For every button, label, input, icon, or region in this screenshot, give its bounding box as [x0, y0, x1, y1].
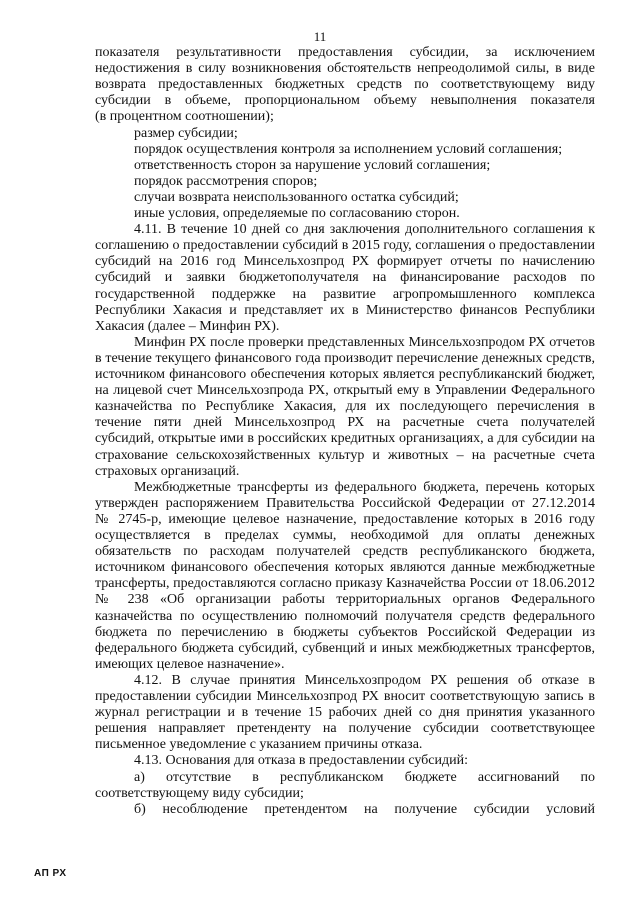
text-line: б) несоблюдение претендентом на получение субсидии условий: [134, 801, 595, 817]
text-line: (в процентном соотношении);: [95, 109, 274, 125]
text-line: 4.13. Основания для отказа в предоставлении субсидий:: [134, 753, 469, 769]
text-line: соответствующему виду субсидии;: [95, 785, 304, 801]
text-line: на лицевой счет Минсельхозпрода РХ, открытый ему в Управлении Федерального: [95, 383, 595, 399]
text-line: казначейства по Республике Хакасия, для их последующего перечисления в: [95, 399, 595, 415]
text-line: недостижения в силу возникновения обстоятельств непреодолимой силы, в виде: [95, 61, 595, 77]
text-line: утвержден распоряжением Правительства Российской Федерации от 27.12.2014: [95, 495, 595, 511]
text-line: течение пяти дней Минсельхозпрод РХ на расчетные счета получателей: [95, 415, 595, 431]
text-line: субсидий, открытые ими в российских кредитных организациях, а для субсидии на: [95, 431, 595, 447]
text-line: 4.12. В случае принятия Минсельхозпродом РХ решения об отказе в: [134, 672, 595, 688]
text-line: страхование сельскохозяйственных культур и животных – на расчетные счета: [95, 447, 595, 463]
text-line: Республики Хакасия и представляет их в Министерство финансов Республики: [95, 302, 595, 318]
text-line: Хакасия (далее – Минфин РХ).: [95, 318, 280, 334]
text-line: субсидий на 2016 год Минсельхозпрод РХ формирует отчеты по начислению: [95, 254, 595, 270]
text-line: в течение текущего финансового года производит перечисление денежных средств,: [95, 350, 595, 366]
text-line: имеющих целевое назначение».: [95, 656, 285, 672]
text-line: иные условия, определяемые по согласованию сторон.: [134, 206, 460, 221]
text-line: субсидий и заявки бюджетополучателя на финансирование расходов по: [95, 270, 595, 286]
text-line: трансферты, предоставляются согласно приказу Казначейства России от 18.06.2012: [95, 576, 595, 592]
text-line: порядок осуществления контроля за исполнением условий соглашения;: [134, 141, 563, 157]
text-line: государственной поддержке на развитие агропромышленного комплекса: [95, 286, 595, 302]
text-line: казначейства по осуществлению полномочий получателя средств федерального: [95, 608, 595, 624]
text-line: Минфин РХ после проверки представленных Минсельхозпродом РХ отчетов: [134, 334, 595, 350]
text-line: № 238 «Об организации работы территориальных органов Федерального: [95, 592, 595, 608]
text-line: письменное уведомление с указанием причины отказа.: [95, 737, 423, 753]
footer-mark: АП РХ: [34, 868, 67, 879]
text-line: а) отсутствие в республиканском бюджете ассигнований по: [134, 769, 595, 785]
text-line: источником финансового обеспечения которых являются данные межбюджетные: [95, 560, 595, 576]
text-line: размер субсидии;: [134, 125, 238, 141]
text-line: соглашению о предоставлении субсидий в 2015 году, соглашения о предоставлении: [95, 238, 595, 254]
text-line: субсидии в объеме, пропорциональном объему невыполнения показателя: [95, 93, 595, 109]
text-line: случаи возврата неиспользованного остатка субсидий;: [134, 189, 459, 205]
text-line: 4.11. В течение 10 дней со дня заключения дополнительного соглашения к: [134, 222, 595, 238]
text-line: № 2745-р, имеющие целевое назначение, предоставление которых в 2016 году: [95, 511, 595, 527]
text-line: ответственность сторон за нарушение условий соглашения;: [134, 157, 491, 173]
text-line: решения направляет претенденту на получение субсидии соответствующее: [95, 721, 595, 737]
text-line: журнал регистрации и в течение 15 рабочих дней со дня принятия указанного: [95, 705, 595, 721]
text-line: федерального бюджета субсидий, субвенций и иных межбюджетных трансфертов,: [95, 640, 595, 656]
text-line: бюджета по перечислению в бюджеты субъектов Российской Федерации из: [95, 624, 595, 640]
text-line: страховых организаций.: [95, 463, 240, 479]
page-number: 11: [313, 29, 327, 44]
text-line: возврата предоставленных бюджетных средств по соответствующему виду: [95, 77, 595, 93]
text-line: порядок рассмотрения споров;: [134, 173, 318, 189]
text-line: показателя результативности предоставления субсидии, за исключением: [95, 45, 595, 60]
text-line: Межбюджетные трансферты из федерального бюджета, перечень которых: [134, 479, 595, 495]
text-line: источником финансового обеспечения которых является республиканский бюджет,: [95, 367, 595, 382]
text-line: осуществляется в пределах суммы, необходимой для оплаты денежных: [95, 528, 595, 543]
text-line: обязательств по расходам получателей средств республиканского бюджета,: [95, 544, 595, 560]
text-line: предоставлении субсидии Минсельхозпрод РХ вносит соответствующую запись в: [95, 689, 595, 704]
